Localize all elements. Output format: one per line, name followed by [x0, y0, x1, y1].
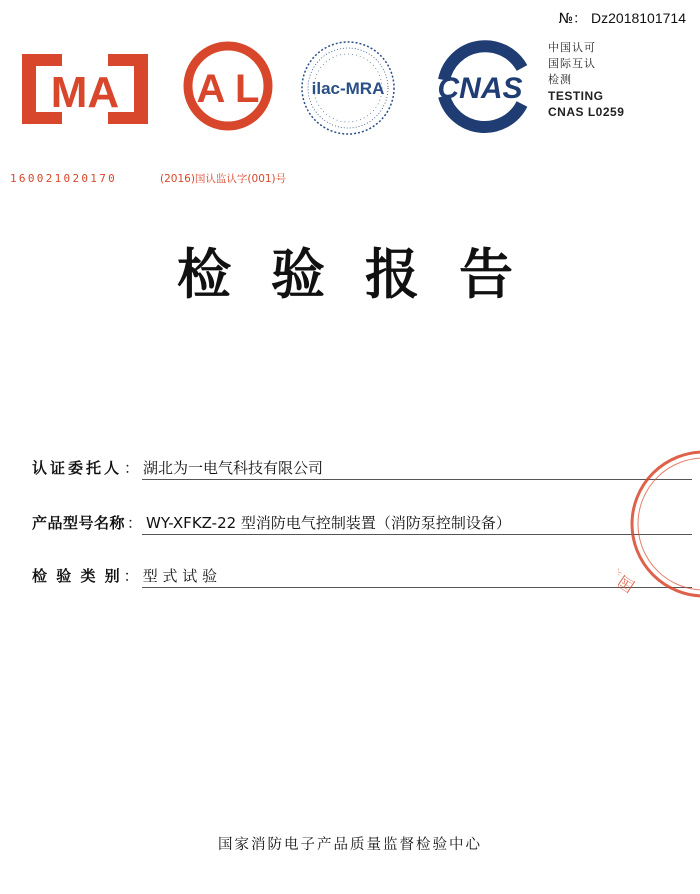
- cnas-line-testing: TESTING: [548, 89, 604, 103]
- cma-mark-text: MA: [50, 68, 120, 117]
- issuing-organization: 国家消防电子产品质量监督检验中心: [218, 837, 482, 853]
- cma-code: 160021020170: [10, 172, 118, 185]
- svg-text:国家消防电子产: [618, 481, 638, 596]
- cnas-line-cn-mutual: 国际互认: [548, 57, 596, 70]
- field-client-label: 认证委托人: [32, 459, 123, 477]
- official-seal: [618, 448, 700, 602]
- cnas-line-cn-test: 检测: [548, 73, 572, 86]
- field-product-underline: [142, 534, 692, 535]
- field-product-label: 产品型号名称: [32, 514, 126, 532]
- field-test-type-value: 型 式 试 验: [142, 567, 217, 585]
- ilac-mark-text: ilac-MRA: [311, 79, 385, 98]
- field-test-type-colon: ：: [123, 567, 139, 585]
- field-test-type-label: 检 验 类 别: [32, 567, 122, 585]
- cnas-line-cn-accredit: 中国认可: [548, 41, 596, 54]
- field-client: [32, 450, 323, 478]
- seal-text: [618, 481, 638, 596]
- field-product: [32, 505, 511, 533]
- field-client-underline: [142, 479, 692, 480]
- cma-logo: [10, 44, 160, 134]
- field-product-value: WY-XFKZ-22 型消防电气控制装置（消防泵控制设备）: [146, 514, 511, 532]
- field-test-type: [32, 558, 217, 586]
- cnas-mark-text: CNAS: [437, 72, 523, 105]
- cnas-line-number: CNAS L0259: [548, 105, 625, 119]
- cnas-accreditation-text: [548, 40, 668, 120]
- field-client-colon: ：: [124, 459, 140, 477]
- field-product-colon: ：: [127, 514, 143, 532]
- ilac-logo: [298, 38, 398, 138]
- cal-code: (2016)国认监认字(001)号: [160, 173, 287, 185]
- document-title: 检验报告: [177, 243, 553, 306]
- cal-logo: [180, 40, 280, 136]
- cnas-logo: [422, 38, 542, 138]
- report-number-value: Dz2018101714: [591, 10, 686, 26]
- cal-mark-text: A L: [196, 67, 260, 111]
- report-number: [558, 8, 686, 28]
- field-client-value: 湖北为一电气科技有限公司: [143, 459, 324, 477]
- field-test-type-underline: [142, 587, 692, 588]
- report-number-label: №：: [558, 11, 588, 27]
